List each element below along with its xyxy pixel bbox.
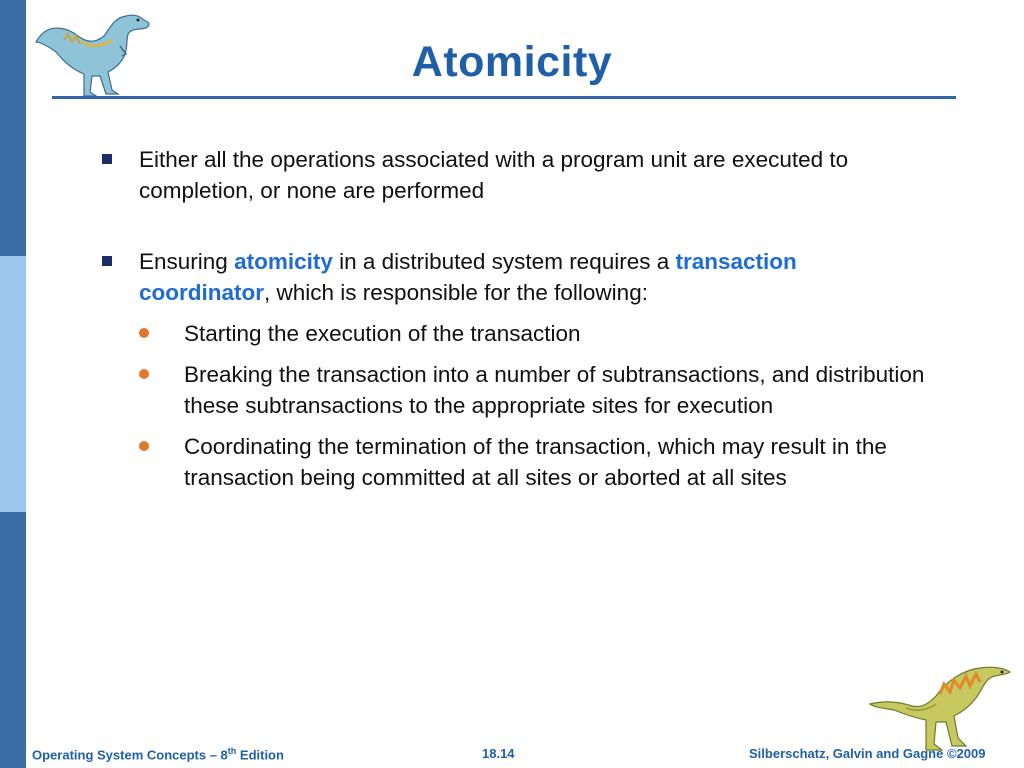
square-bullet-icon [102,256,112,266]
slide-title: Atomicity [411,38,613,86]
bullet-2-part-3: , which is responsible for the following: [264,280,648,305]
footer-book-title-prefix: Operating System Concepts – 8 [32,747,228,763]
dinosaur-bottom-icon [866,660,1016,756]
footer-book-title-sup: th [227,746,237,756]
highlight-transaction-coordinator: transaction coordinator [139,249,797,305]
footer-book-title-suffix: Edition [236,747,284,763]
round-bullet-icon [139,369,149,379]
bullet-2-part-2: in a distributed system requires a [332,249,676,274]
sub-list [139,318,932,493]
round-bullet-icon [139,441,149,451]
bullet-2-part-1: Ensuring [139,249,235,274]
sub-bullet-2 [139,359,932,421]
sub-bullet-3-text: Coordinating the termination of the transaction, which may result in the transaction being committed at all sites or aborted at all sites [184,434,887,490]
square-bullet-icon [102,154,112,164]
side-bar-bottom [0,512,26,768]
footer-page-number: 18.14 [482,746,515,761]
sub-bullet-3 [139,431,932,493]
bullet-1 [102,144,932,206]
footer-book-title [32,746,284,762]
title-rule [52,96,956,99]
sub-bullet-2-text: Breaking the transaction into a number of subtransactions, and distribution these subtransactions to the appropriate sites for execution [184,362,925,418]
side-bar-middle [0,256,26,512]
sub-bullet-1 [139,318,932,349]
bullet-1-text: Either all the operations associated with a program unit are executed to completion, or none are performed [139,147,849,203]
sub-bullet-1-text: Starting the execution of the transaction [184,321,581,346]
bullet-2-text [139,249,797,305]
slide-content [102,144,932,493]
bullet-2 [102,246,932,493]
highlight-atomicity: atomicity [234,249,333,274]
footer-copyright: Silberschatz, Galvin and Gagne ©2009 [749,746,986,761]
round-bullet-icon [139,328,149,338]
